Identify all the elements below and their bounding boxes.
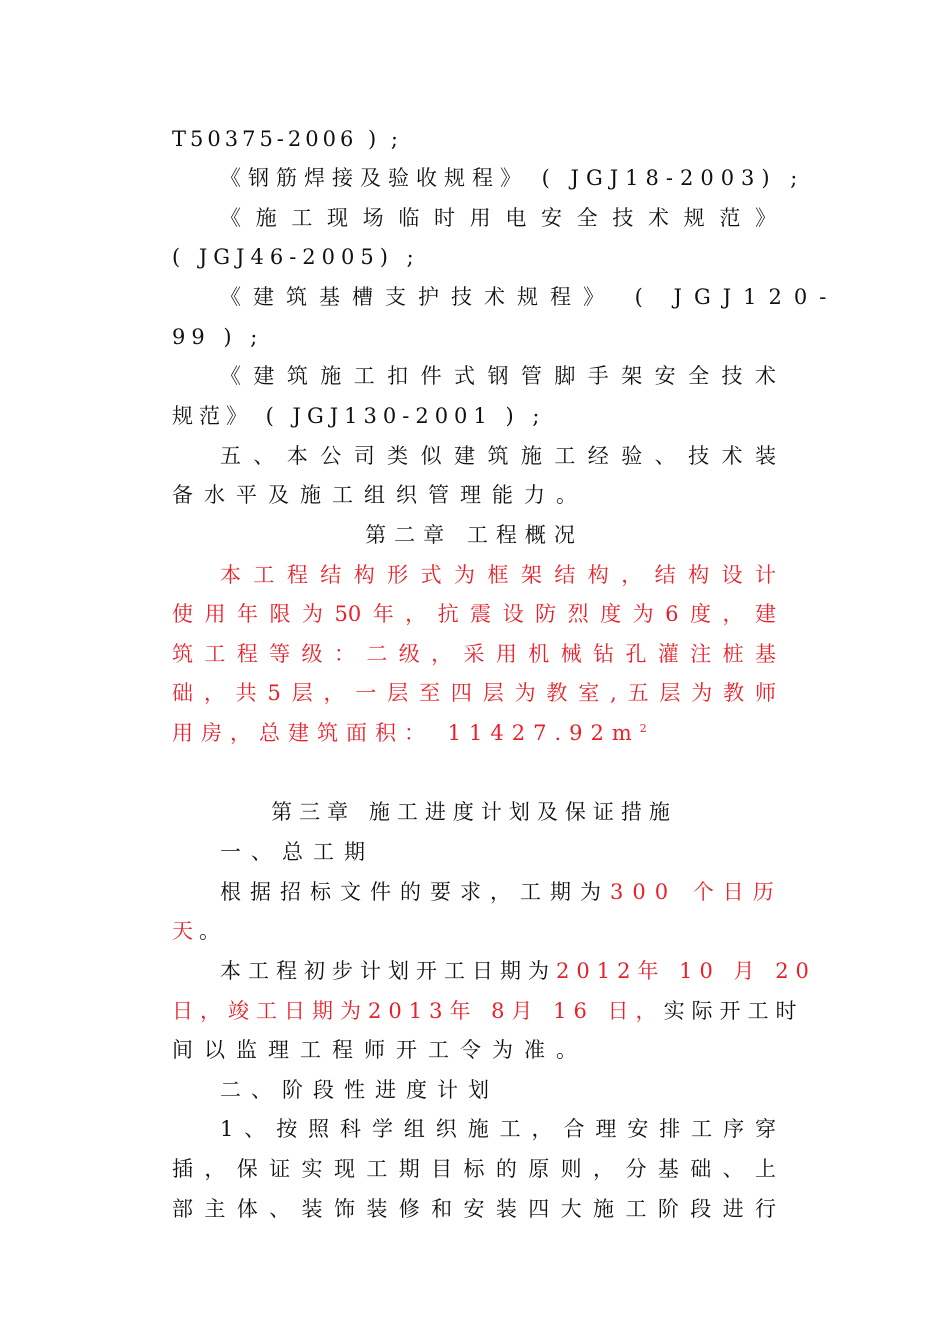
highlighted-span: 2012年 10 月 20	[556, 959, 816, 983]
highlighted-text-line: 使用年限为50年，抗震设防烈度为6度，建	[172, 602, 776, 626]
highlighted-text-line: 本工程结构形式为框架结构，结构设计	[220, 563, 776, 587]
text-line	[172, 997, 804, 1025]
text-line: ( JGJ46-2005) ;	[172, 245, 420, 269]
section-heading: 二、阶段性进度计划	[220, 1078, 499, 1102]
highlighted-text-line: 础，共5层，一层至四层为教室,五层为教师	[172, 681, 776, 705]
highlighted-text-line: 筑工程等级：二级，采用机械钻孔灌注桩基	[172, 642, 776, 666]
highlighted-text-line	[172, 719, 776, 747]
text-line: 部主体、装饰装修和安装四大施工阶段进行	[172, 1197, 776, 1221]
chapter-title: 第三章 施工进度计划及保证措施	[271, 800, 677, 824]
text-line: 间以监理工程师开工令为准。	[172, 1038, 588, 1062]
area-text: 用房，总建筑面积： 11427.92m	[172, 721, 640, 745]
chapter-title: 第二章 工程概况	[365, 523, 583, 547]
text-line: T50375-2006 ) ;	[172, 127, 402, 151]
section-heading: 一、总工期	[220, 840, 375, 864]
text-line: 《建筑施工扣件式钢管脚手架安全技术	[220, 364, 776, 388]
highlighted-span: 天	[172, 919, 199, 943]
text-line	[220, 878, 783, 906]
highlighted-span: 日，竣工日期为2013年 8月 16 日，	[172, 999, 664, 1023]
text-span: 本工程初步计划开工日期为	[220, 959, 556, 983]
superscript: 2	[639, 722, 647, 735]
text-line: 1、按照科学组织施工，合理安排工序穿	[220, 1117, 776, 1141]
text-line	[172, 917, 776, 945]
highlighted-span: 300 个日历	[610, 880, 783, 904]
text-line: 《施工现场临时用电安全技术规范》	[220, 206, 776, 230]
text-line	[220, 957, 816, 985]
text-span: 。	[199, 919, 226, 943]
text-line: 五、本公司类似建筑施工经验、技术装	[220, 444, 776, 468]
text-line: 《钢筋焊接及验收规程》 ( JGJ18-2003) ;	[220, 166, 805, 190]
text-line: 99 ) ;	[172, 325, 264, 349]
text-span: 实际开工时	[663, 999, 804, 1023]
text-line: 《建筑基槽支护技术规程》 ( JGJ120-	[220, 285, 839, 309]
text-line: 插，保证实现工期目标的原则，分基础、上	[172, 1157, 776, 1181]
text-span: 根据招标文件的要求，工期为	[220, 880, 610, 904]
text-line: 备水平及施工组织管理能力。	[172, 483, 588, 507]
text-line: 规范》 ( JGJ130-2001 ) ;	[172, 404, 546, 428]
